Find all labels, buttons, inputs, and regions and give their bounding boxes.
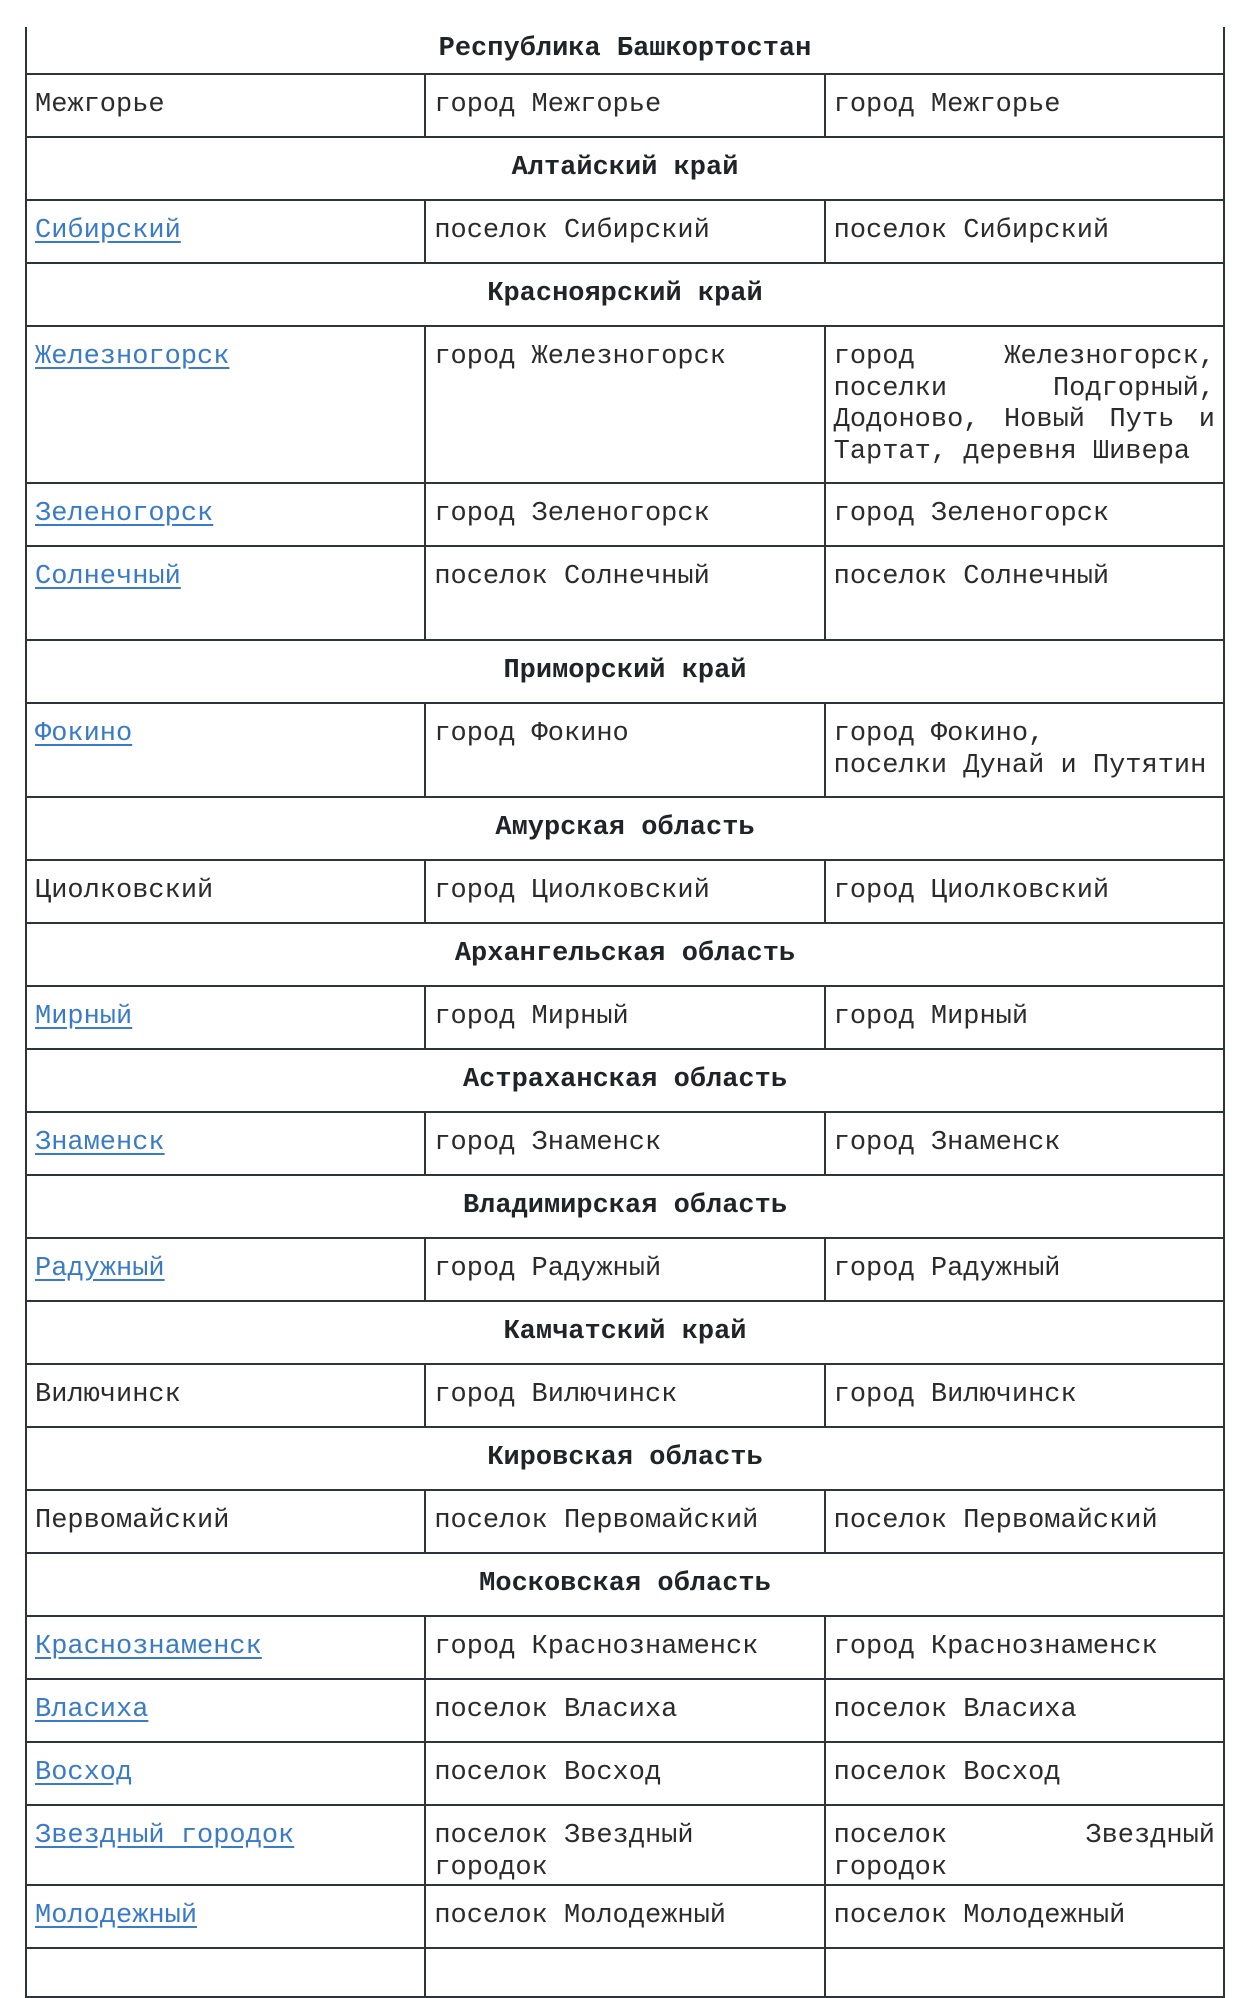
municipality-cell (26, 1948, 425, 1997)
region-name: Владимирская область (26, 1175, 1224, 1238)
table-row (26, 1364, 1224, 1427)
table-row (26, 200, 1224, 263)
table-row (26, 74, 1224, 137)
settlements-cell (825, 1948, 1224, 1997)
territory-cell: поселок Власиха (425, 1679, 824, 1742)
territory-cell: город Железногорск (425, 326, 824, 483)
municipality-cell (26, 703, 425, 797)
region-name: Красноярский край (26, 263, 1224, 326)
table-row (26, 1679, 1224, 1742)
settlements-cell: поселок Сибирский (825, 200, 1224, 263)
table-row (26, 1238, 1224, 1301)
territory-cell: город Фокино (425, 703, 824, 797)
settlements-cell: поселок Молодежный (825, 1885, 1224, 1948)
region-name: Камчатский край (26, 1301, 1224, 1364)
municipality-link[interactable]: Мирный (35, 1002, 133, 1032)
region-header-row (26, 1301, 1224, 1364)
table-row (26, 1616, 1224, 1679)
municipality-cell: Первомайский (26, 1490, 425, 1553)
municipality-link[interactable]: Солнечный (35, 562, 181, 592)
territory-cell: город Циолковский (425, 860, 824, 923)
table-body (26, 27, 1224, 1997)
settlements-cell: город Радужный (825, 1238, 1224, 1301)
municipality-cell (26, 326, 425, 483)
table-row (26, 1805, 1224, 1885)
municipality-link[interactable]: Власиха (35, 1695, 149, 1725)
municipality-cell: Вилючинск (26, 1364, 425, 1427)
municipality-cell (26, 1805, 425, 1885)
table-row (26, 326, 1224, 483)
settlements-cell: поселок Звездный городок (825, 1805, 1224, 1885)
municipality-cell: Межгорье (26, 74, 425, 137)
table-row (26, 1490, 1224, 1553)
settlements-cell: поселок Восход (825, 1742, 1224, 1805)
municipality-link[interactable]: Краснознаменск (35, 1632, 262, 1662)
region-header-row (26, 923, 1224, 986)
region-name: Астраханская область (26, 1049, 1224, 1112)
region-header-row (26, 1049, 1224, 1112)
table-row (26, 986, 1224, 1049)
region-header-row (26, 797, 1224, 860)
region-header-row (26, 1427, 1224, 1490)
region-name: Амурская область (26, 797, 1224, 860)
municipality-cell (26, 483, 425, 546)
territory-cell: поселок Первомайский (425, 1490, 824, 1553)
municipality-link[interactable]: Сибирский (35, 216, 181, 246)
territory-cell: город Межгорье (425, 74, 824, 137)
municipality-link[interactable]: Знаменск (35, 1128, 165, 1158)
municipality-cell (26, 1238, 425, 1301)
table-row (26, 1885, 1224, 1948)
region-name: Приморский край (26, 640, 1224, 703)
settlements-cell: поселок Власиха (825, 1679, 1224, 1742)
territory-cell: поселок Солнечный (425, 546, 824, 640)
region-name: Алтайский край (26, 137, 1224, 200)
closed-territories-table (25, 27, 1225, 1998)
table-row (26, 860, 1224, 923)
table-row (26, 703, 1224, 797)
municipality-link[interactable]: Звездный городок (35, 1821, 295, 1851)
municipality-cell (26, 986, 425, 1049)
settlements-cell: город Циолковский (825, 860, 1224, 923)
municipality-link[interactable]: Фокино (35, 719, 133, 749)
settlements-cell: город Зеленогорск (825, 483, 1224, 546)
territory-cell (425, 1948, 824, 1997)
territory-cell: поселок Звездный городок (425, 1805, 824, 1885)
municipality-cell (26, 1742, 425, 1805)
settlements-cell: город Межгорье (825, 74, 1224, 137)
region-header-row (26, 27, 1224, 74)
table-row (26, 1948, 1224, 1997)
settlements-cell: город Краснознаменск (825, 1616, 1224, 1679)
settlements-cell: поселок Солнечный (825, 546, 1224, 640)
municipality-cell (26, 200, 425, 263)
municipality-cell: Циолковский (26, 860, 425, 923)
municipality-cell (26, 1616, 425, 1679)
region-header-row (26, 137, 1224, 200)
region-name: Московская область (26, 1553, 1224, 1616)
region-header-row (26, 1175, 1224, 1238)
settlements-cell: город Мирный (825, 986, 1224, 1049)
municipality-link[interactable]: Железногорск (35, 342, 230, 372)
territory-cell: город Знаменск (425, 1112, 824, 1175)
municipality-cell (26, 546, 425, 640)
territory-cell: город Зеленогорск (425, 483, 824, 546)
table-row (26, 546, 1224, 640)
settlements-cell: город Знаменск (825, 1112, 1224, 1175)
region-name: Республика Башкортостан (26, 27, 1224, 74)
municipality-link[interactable]: Зеленогорск (35, 499, 214, 529)
settlements-cell: город Железногорск, поселки Подгорный, Додоново, Новый Путь и Тартат, деревня Шивера (825, 326, 1224, 483)
territory-cell: поселок Сибирский (425, 200, 824, 263)
region-header-row (26, 263, 1224, 326)
municipality-link[interactable]: Радужный (35, 1254, 165, 1284)
territory-cell: поселок Молодежный (425, 1885, 824, 1948)
territory-cell: город Краснознаменск (425, 1616, 824, 1679)
territory-cell: поселок Восход (425, 1742, 824, 1805)
municipality-cell (26, 1112, 425, 1175)
region-header-row (26, 1553, 1224, 1616)
territory-cell: город Вилючинск (425, 1364, 824, 1427)
settlements-cell: город Вилючинск (825, 1364, 1224, 1427)
table-row (26, 1112, 1224, 1175)
region-header-row (26, 640, 1224, 703)
table-row (26, 483, 1224, 546)
region-name: Архангельская область (26, 923, 1224, 986)
municipality-link[interactable]: Восход (35, 1758, 133, 1788)
municipality-cell (26, 1679, 425, 1742)
settlements-cell: поселок Первомайский (825, 1490, 1224, 1553)
settlements-cell: город Фокино, поселки Дунай и Путятин (825, 703, 1224, 797)
municipality-cell (26, 1885, 425, 1948)
table-row (26, 1742, 1224, 1805)
territory-cell: город Мирный (425, 986, 824, 1049)
territory-cell: город Радужный (425, 1238, 824, 1301)
region-name: Кировская область (26, 1427, 1224, 1490)
municipality-link[interactable]: Молодежный (35, 1901, 198, 1932)
